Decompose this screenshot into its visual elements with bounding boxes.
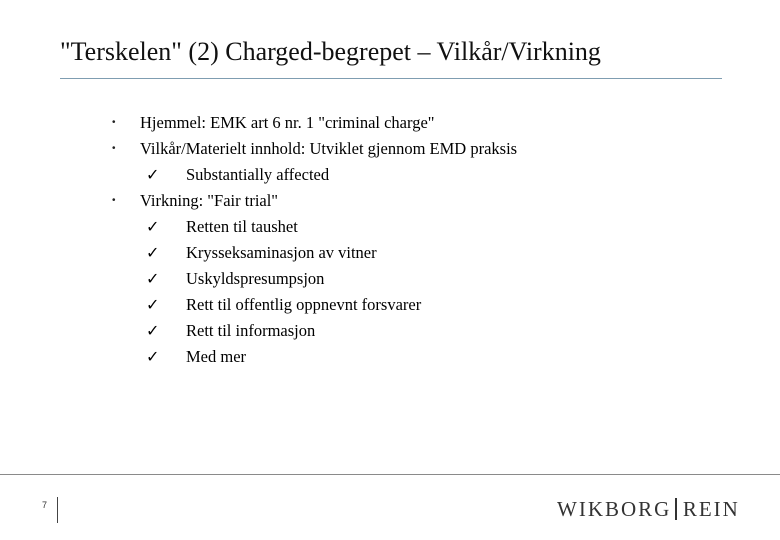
checkmark-icon: ✓: [146, 217, 160, 236]
list-item: [0, 188, 780, 214]
bullet-icon: •: [112, 195, 116, 206]
list-item-text: Virkning: "Fair trial": [140, 191, 279, 210]
bullet-icon: •: [112, 143, 116, 154]
logo-text-left: WIKBORG: [557, 496, 672, 521]
list-subitem: [0, 292, 780, 318]
list-subitem: [0, 214, 780, 240]
list-subitem-text: Rett til informasjon: [186, 321, 316, 340]
list-subitem-text: Rett til offentlig oppnevnt forsvarer: [186, 295, 422, 314]
slide-title: "Terskelen" (2) Charged-begrepet – Vilkår/Virkning: [60, 37, 601, 66]
footer-divider: [0, 474, 780, 475]
list-subitem: [0, 318, 780, 344]
checkmark-icon: ✓: [146, 295, 160, 314]
checkmark-icon: ✓: [146, 243, 160, 262]
list-subitem: [0, 240, 780, 266]
bullet-list: [0, 110, 780, 370]
list-subitem-text: Retten til taushet: [186, 217, 298, 236]
list-subitem: [0, 266, 780, 292]
page-number-separator: [57, 497, 58, 523]
logo-text-right: REIN: [682, 496, 740, 521]
list-subitem-text: Krysseksaminasjon av vitner: [186, 243, 377, 262]
checkmark-icon: ✓: [146, 165, 160, 184]
checkmark-icon: ✓: [146, 321, 160, 340]
list-subitem: [0, 162, 780, 188]
page-number: 7: [42, 500, 48, 510]
list-subitem: [0, 344, 780, 370]
list-subitem-text: Uskyldspresumpsjon: [186, 269, 325, 288]
list-item: [0, 136, 780, 162]
logo-separator: [675, 498, 677, 520]
list-subitem-text: Substantially affected: [186, 165, 330, 184]
title-divider: [60, 78, 722, 79]
list-item-text: Vilkår/Materielt innhold: Utviklet gjennom EMD praksis: [140, 139, 518, 158]
bullet-icon: •: [112, 117, 116, 128]
list-item-text: Hjemmel: EMK art 6 nr. 1 "criminal charge": [140, 113, 435, 132]
list-item: [0, 110, 780, 136]
company-logo: [557, 496, 740, 522]
checkmark-icon: ✓: [146, 347, 160, 366]
checkmark-icon: ✓: [146, 269, 160, 288]
list-subitem-text: Med mer: [186, 347, 247, 366]
